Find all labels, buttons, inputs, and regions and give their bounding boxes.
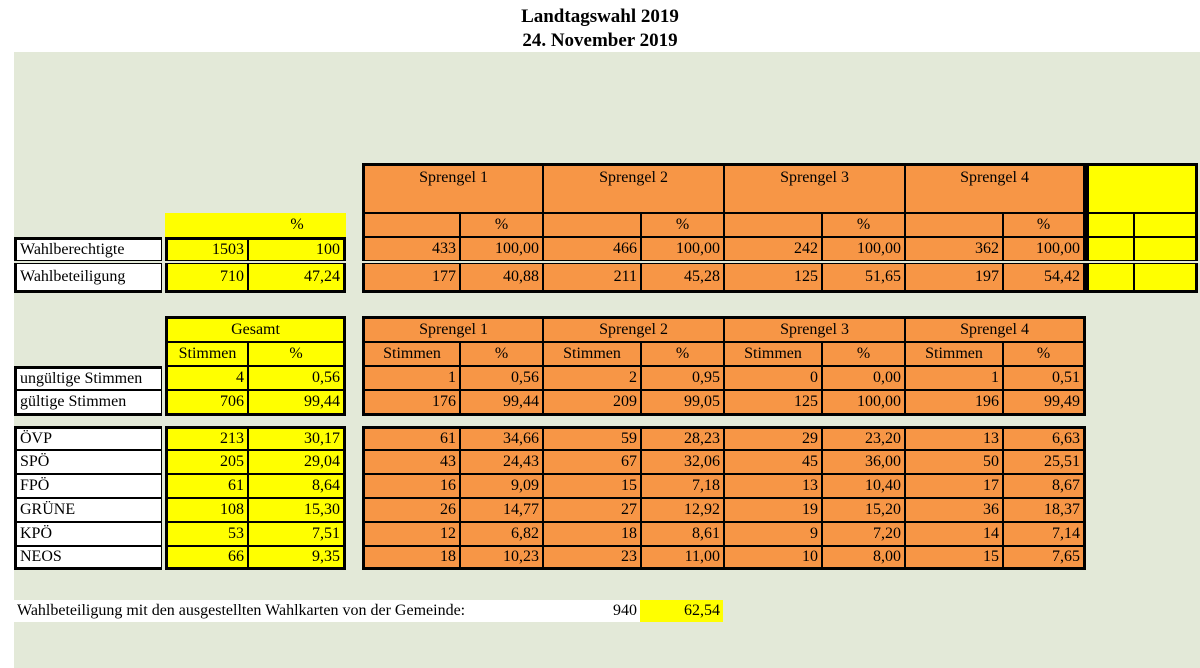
sprengel-count: 50 — [905, 450, 1003, 474]
sprengel-percent: 8,00 — [822, 546, 905, 570]
total-percent: 0,56 — [248, 366, 346, 390]
extra-cell — [1134, 237, 1198, 261]
party-label: NEOS — [14, 546, 162, 570]
total-percent-header: % — [248, 213, 346, 237]
sprengel-percent-header: % — [1003, 213, 1086, 237]
sprengel-header: Sprengel 2 — [543, 316, 724, 342]
sprengel-percent: 10,23 — [460, 546, 543, 570]
stimmen-header: Stimmen — [362, 342, 460, 366]
sprengel-percent: 18,37 — [1003, 498, 1086, 522]
sprengel-percent: 45,28 — [641, 263, 724, 293]
sprengel-count: 0 — [724, 366, 822, 390]
sprengel-percent: 36,00 — [822, 450, 905, 474]
party-label: SPÖ — [14, 450, 162, 474]
sprengel-percent: 7,18 — [641, 474, 724, 498]
row-label: ungültige Stimmen — [14, 366, 162, 390]
sprengel-count: 15 — [905, 546, 1003, 570]
sprengel-percent: 12,92 — [641, 498, 724, 522]
sprengel-count: 197 — [905, 263, 1003, 293]
row-label: Wahlbeteiligung — [14, 263, 162, 293]
sprengel-percent: 24,43 — [460, 450, 543, 474]
total-percent: 30,17 — [248, 426, 346, 450]
sprengel-count: 1 — [362, 366, 460, 390]
footer-percent: 62,54 — [640, 600, 723, 622]
sprengel-percent: 15,20 — [822, 498, 905, 522]
total-count: 1503 — [165, 237, 248, 261]
sprengel-percent: 32,06 — [641, 450, 724, 474]
sprengel-count: 61 — [362, 426, 460, 450]
sprengel-percent: 0,51 — [1003, 366, 1086, 390]
extra-header — [1086, 163, 1198, 213]
sprengel-percent: 7,65 — [1003, 546, 1086, 570]
sprengel-count: 433 — [362, 237, 460, 261]
sprengel-percent: 99,49 — [1003, 390, 1086, 416]
sprengel-percent: 8,67 — [1003, 474, 1086, 498]
sprengel-count: 1 — [905, 366, 1003, 390]
total-blank-header — [165, 213, 248, 237]
page-title: Landtagswahl 2019 — [521, 6, 679, 27]
sprengel-count: 13 — [905, 426, 1003, 450]
row-label: gültige Stimmen — [14, 390, 162, 416]
sprengel-count: 59 — [543, 426, 641, 450]
percent-header: % — [248, 342, 346, 366]
sprengel-count: 13 — [724, 474, 822, 498]
sprengel-percent: 100,00 — [460, 237, 543, 261]
sprengel-count: 36 — [905, 498, 1003, 522]
sprengel-count: 19 — [724, 498, 822, 522]
sprengel-percent: 0,95 — [641, 366, 724, 390]
extra-cell — [1134, 263, 1198, 293]
total-count: 53 — [165, 522, 248, 546]
sprengel-count: 176 — [362, 390, 460, 416]
page-subtitle: 24. November 2019 — [522, 30, 678, 51]
total-percent: 29,04 — [248, 450, 346, 474]
footer-count: 940 — [580, 600, 640, 622]
sprengel-percent: 100,00 — [822, 237, 905, 261]
sprengel-percent: 99,05 — [641, 390, 724, 416]
sprengel-count: 18 — [362, 546, 460, 570]
sprengel-percent: 25,51 — [1003, 450, 1086, 474]
sprengel-percent: 8,61 — [641, 522, 724, 546]
sprengel-percent: 23,20 — [822, 426, 905, 450]
total-percent: 47,24 — [248, 263, 346, 293]
total-count: 710 — [165, 263, 248, 293]
sprengel-count: 23 — [543, 546, 641, 570]
sprengel-percent: 40,88 — [460, 263, 543, 293]
sprengel-count: 18 — [543, 522, 641, 546]
sprengel-header: Sprengel 1 — [362, 163, 543, 213]
sprengel-count: 177 — [362, 263, 460, 293]
stimmen-header: Stimmen — [724, 342, 822, 366]
sprengel-count: 466 — [543, 237, 641, 261]
sprengel-percent: 28,23 — [641, 426, 724, 450]
party-label: FPÖ — [14, 474, 162, 498]
party-label: KPÖ — [14, 522, 162, 546]
sprengel-percent: 9,09 — [460, 474, 543, 498]
sprengel-count-header — [724, 213, 822, 237]
extra-cell — [1086, 213, 1134, 237]
sprengel-header: Sprengel 4 — [905, 316, 1086, 342]
sprengel-count-header — [905, 213, 1003, 237]
total-count: 205 — [165, 450, 248, 474]
percent-header: % — [460, 342, 543, 366]
sprengel-count: 29 — [724, 426, 822, 450]
percent-header: % — [822, 342, 905, 366]
sprengel-percent: 54,42 — [1003, 263, 1086, 293]
sprengel-header: Sprengel 1 — [362, 316, 543, 342]
sprengel-count: 211 — [543, 263, 641, 293]
sprengel-count-header — [543, 213, 641, 237]
sprengel-header: Sprengel 3 — [724, 163, 905, 213]
sprengel-count: 9 — [724, 522, 822, 546]
sprengel-percent-header: % — [641, 213, 724, 237]
sprengel-count: 26 — [362, 498, 460, 522]
sprengel-count: 196 — [905, 390, 1003, 416]
sprengel-count: 209 — [543, 390, 641, 416]
sprengel-header: Sprengel 4 — [905, 163, 1086, 213]
sprengel-count: 27 — [543, 498, 641, 522]
party-label: GRÜNE — [14, 498, 162, 522]
total-percent: 7,51 — [248, 522, 346, 546]
total-percent: 100 — [248, 237, 346, 261]
sprengel-percent: 11,00 — [641, 546, 724, 570]
sprengel-percent: 0,56 — [460, 366, 543, 390]
sprengel-percent: 99,44 — [460, 390, 543, 416]
sprengel-percent: 6,63 — [1003, 426, 1086, 450]
sprengel-percent: 100,00 — [822, 390, 905, 416]
total-count: 108 — [165, 498, 248, 522]
percent-header: % — [641, 342, 724, 366]
sprengel-count: 2 — [543, 366, 641, 390]
sprengel-count: 12 — [362, 522, 460, 546]
sprengel-count: 14 — [905, 522, 1003, 546]
total-percent: 8,64 — [248, 474, 346, 498]
sprengel-count: 242 — [724, 237, 822, 261]
total-percent: 15,30 — [248, 498, 346, 522]
sprengel-percent: 100,00 — [641, 237, 724, 261]
sprengel-header: Sprengel 2 — [543, 163, 724, 213]
sprengel-count: 67 — [543, 450, 641, 474]
total-count: 706 — [165, 390, 248, 416]
footer-label: Wahlbeteiligung mit den ausgestellten Wahlkarten von der Gemeinde: — [14, 600, 640, 622]
party-label: ÖVP — [14, 426, 162, 450]
stimmen-header: Stimmen — [165, 342, 248, 366]
sprengel-count: 17 — [905, 474, 1003, 498]
stimmen-header: Stimmen — [905, 342, 1003, 366]
sprengel-count: 45 — [724, 450, 822, 474]
extra-cell — [1086, 237, 1134, 261]
sprengel-percent: 7,14 — [1003, 522, 1086, 546]
sprengel-count: 10 — [724, 546, 822, 570]
sprengel-percent: 10,40 — [822, 474, 905, 498]
extra-cell — [1086, 263, 1134, 293]
sprengel-percent-header: % — [822, 213, 905, 237]
total-count: 66 — [165, 546, 248, 570]
sprengel-percent: 14,77 — [460, 498, 543, 522]
sprengel-count: 15 — [543, 474, 641, 498]
row-label: Wahlberechtigte — [14, 237, 162, 261]
sprengel-count: 362 — [905, 237, 1003, 261]
sprengel-percent: 0,00 — [822, 366, 905, 390]
percent-header: % — [1003, 342, 1086, 366]
sprengel-percent-header: % — [460, 213, 543, 237]
total-count: 213 — [165, 426, 248, 450]
sprengel-count: 43 — [362, 450, 460, 474]
extra-cell — [1134, 213, 1198, 237]
sprengel-count: 16 — [362, 474, 460, 498]
total-count: 61 — [165, 474, 248, 498]
sprengel-count: 125 — [724, 390, 822, 416]
total-percent: 9,35 — [248, 546, 346, 570]
sprengel-count-header — [362, 213, 460, 237]
sprengel-count: 125 — [724, 263, 822, 293]
sprengel-header: Sprengel 3 — [724, 316, 905, 342]
gesamt-header: Gesamt — [165, 316, 346, 342]
sprengel-percent: 7,20 — [822, 522, 905, 546]
stimmen-header: Stimmen — [543, 342, 641, 366]
sprengel-percent: 100,00 — [1003, 237, 1086, 261]
total-percent: 99,44 — [248, 390, 346, 416]
sprengel-percent: 51,65 — [822, 263, 905, 293]
sprengel-percent: 34,66 — [460, 426, 543, 450]
total-count: 4 — [165, 366, 248, 390]
sprengel-percent: 6,82 — [460, 522, 543, 546]
